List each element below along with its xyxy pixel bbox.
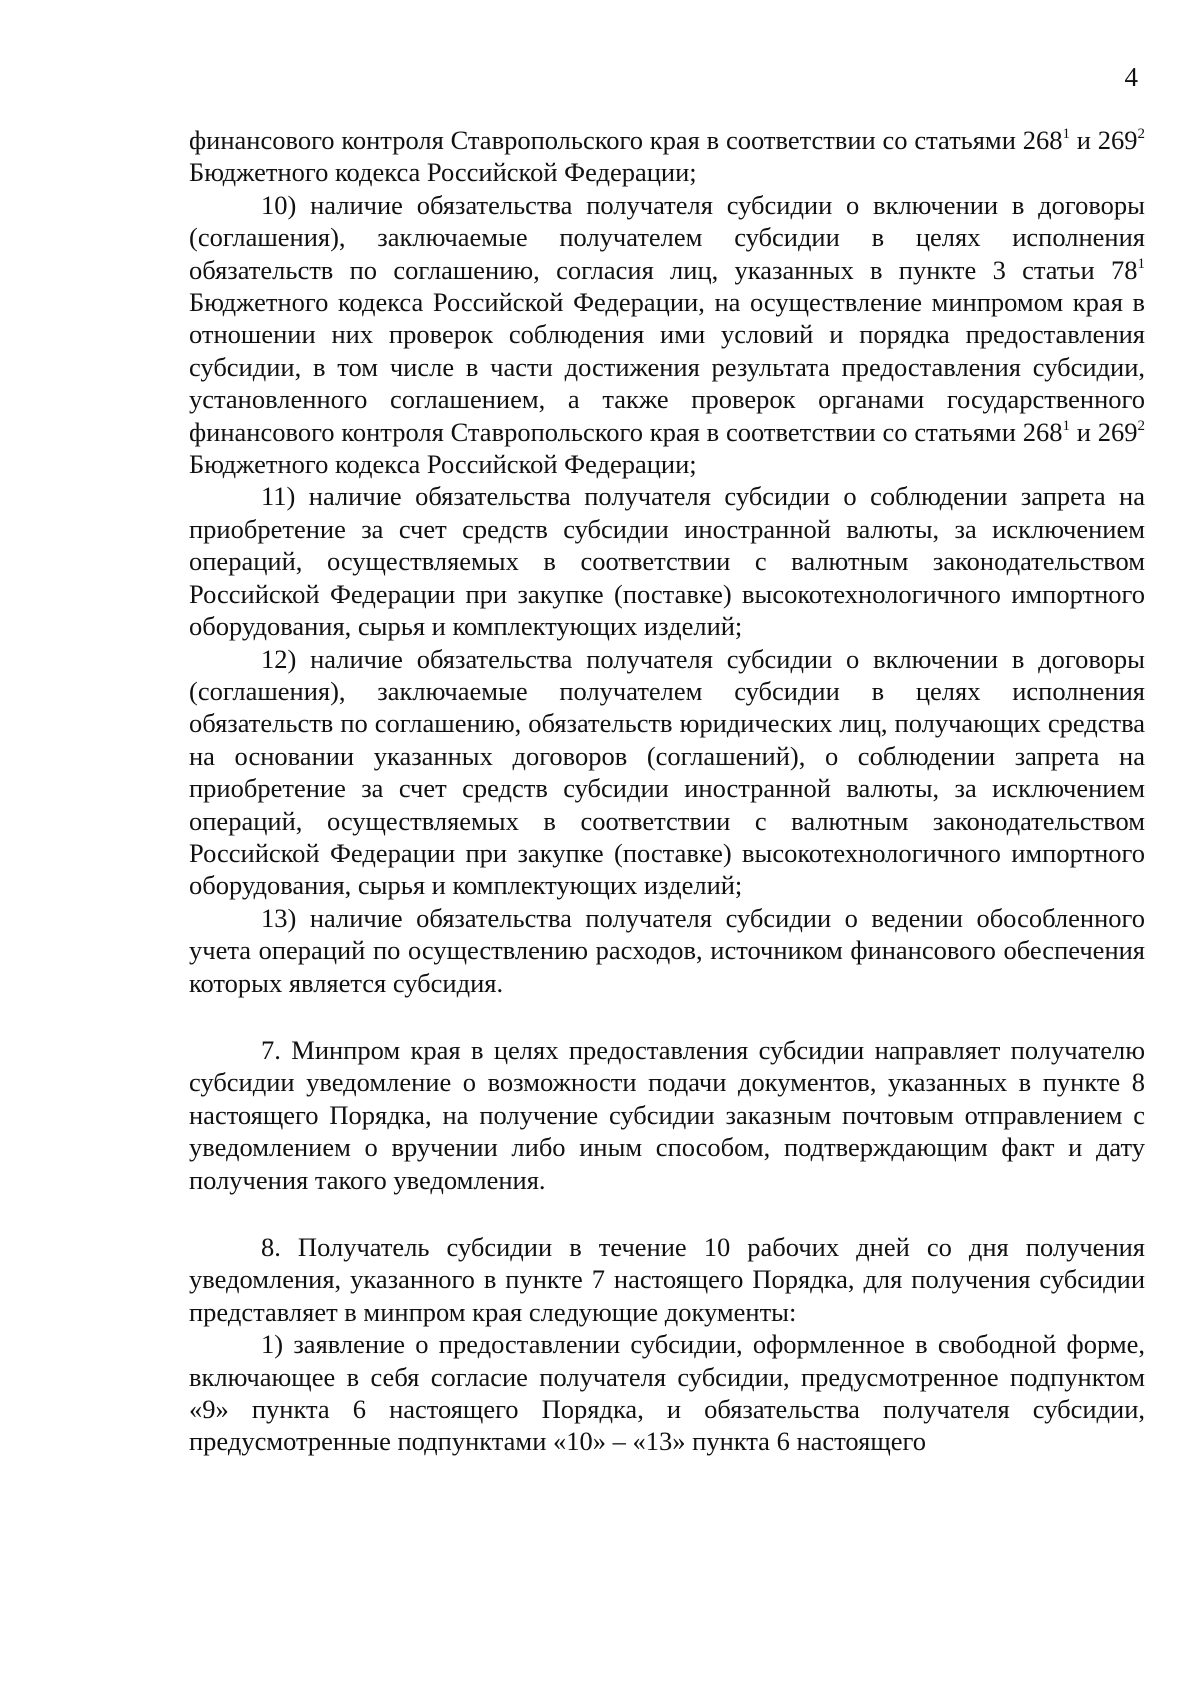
document-body [189,124,1145,1458]
paragraph-item-10: 10) наличие обязательства получателя субсидии о включении в договоры (соглашения), заключаемые получателем субсидии в целях исполнения обязательств по соглашению, согласия лиц, указанных в пункте 3 статьи $78^1$ Бюджетного кодекса Российской Федерации, на осуществление минпромом края в отношении них проверок соблюдения ими условий и порядка предоставления субсидии, в том числе в части достижения результата предоставления субсидии, установленного соглашением, а также проверок органами государственного финансового контроля Ставропольского края в соответствии со статьями $268^1$ и $269^2$ Бюджетного кодекса Российской Федерации; [189,189,1145,480]
page-number: 4 [1124,62,1138,92]
paragraph-section-8: 8. Получатель субсидии в течение 10 рабочих дней со дня получения уведомления, указанного в пункте 7 настоящего Порядка, для получения субсидии представляет в минпром края следующие документы: [189,1232,1145,1327]
paragraph-item-12: 12) наличие обязательства получателя субсидии о включении в договоры (соглашения), заключаемые получателем субсидии в целях исполнения обязательств по соглашению, обязательств юридических лиц, получающих средства на основании указанных договоров (соглашений), о соблюдении запрета на приобретение за счет средств субсидии иностранной валюты, за исключением операций, осуществляемых в соответствии с валютным законодательством Российской Федерации при закупке (поставке) высокотехнологичного импортного оборудования, сырья и комплектующих изделий; [189,643,1145,901]
paragraph-continuation: финансового контроля Ставропольского края в соответствии со статьями $268^1$ и $269^2$ Бюджетного кодекса Российской Федерации; [189,125,1145,188]
paragraph-item-11: 11) наличие обязательства получателя субсидии о соблюдении запрета на приобретение за счет средств субсидии иностранной валюты, за исключением операций, осуществляемых в соответствии с валютным законодательством Российской Федерации при закупке (поставке) высокотехнологичного импортного оборудования, сырья и комплектующих изделий; [189,481,1145,642]
paragraph-section-8-item-1: 1) заявление о предоставлении субсидии, оформленное в свободной форме, включающее в себя согласие получателя субсидии, предусмотренное подпунктом «9» пункта 6 настоящего Порядка, и обязательства получателя субсидии, предусмотренные подпунктами «10» – «13» пункта 6 настоящего [189,1329,1145,1457]
paragraph-section-7: 7. Минпром края в целях предоставления субсидии направляет получателю субсидии уведомление о возможности подачи документов, указанных в пункте 8 настоящего Порядка, на получение субсидии заказным почтовым отправлением с уведомлением о вручении либо иным способом, подтверждающим факт и дату получения такого уведомления. [189,1034,1145,1195]
paragraph-item-13: 13) наличие обязательства получателя субсидии о ведении обособленного учета операций по осуществлению расходов, источником финансового обеспечения которых является субсидия. [189,902,1145,998]
